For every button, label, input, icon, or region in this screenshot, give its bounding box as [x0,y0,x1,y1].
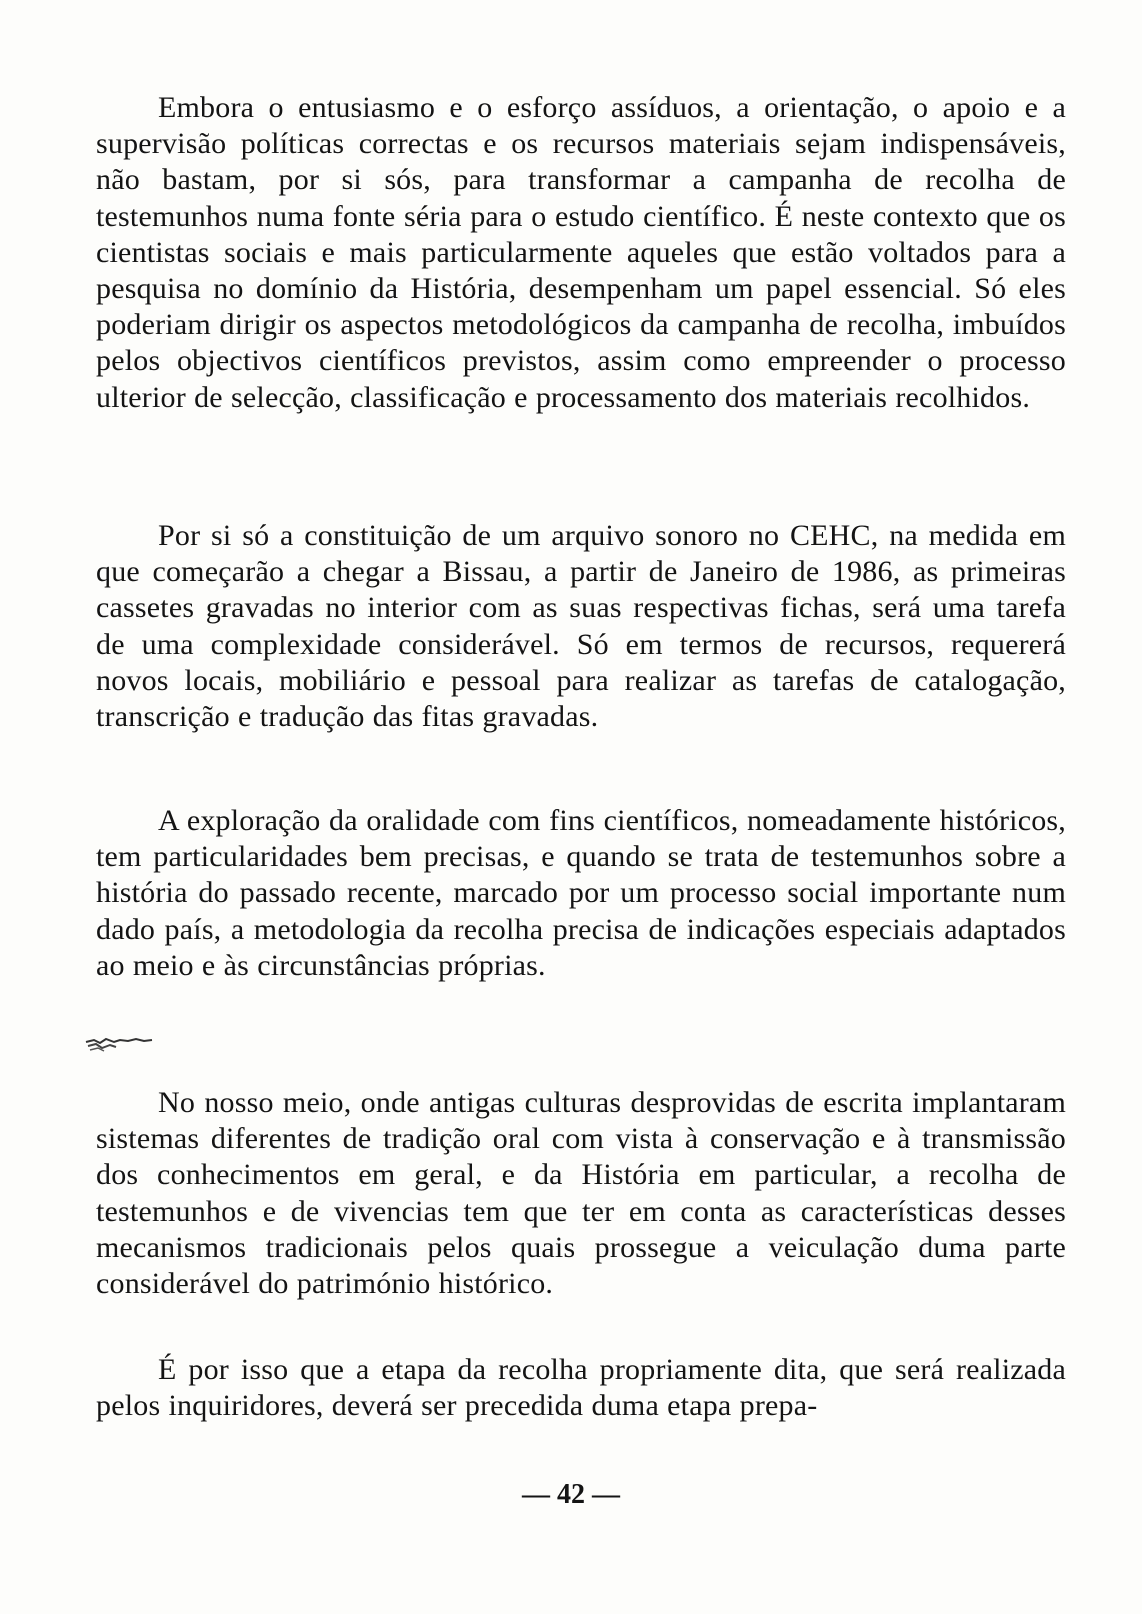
paragraph-1-block [96,90,1066,416]
paragraph: É por isso que a etapa da recolha propriamente dita, que será realizada pelos inquiridores, deverá ser precedida duma etapa prepa- [96,1353,1066,1423]
paragraph: A exploração da oralidade com fins científicos, nomeadamente históricos, tem particularidades bem precisas, e quando se trata de testemunhos sobre a história do passado recente, marcado por um processo social importante num dado país, a metodologia da recolha precisa de indicações especiais adaptados ao meio e às circunstâncias próprias. [96,804,1066,982]
paragraph-3-block [96,803,1066,984]
paragraph: Por si só a constituição de um arquivo sonoro no CEHC, na medida em que começarão a chegar a Bissau, a partir de Janeiro de 1986, as primeiras cassetes gravadas no interior com as suas respectivas fichas, será uma tarefa de uma complexidade considerável. Só em termos de recursos, requererá novos locais, mobiliário e pessoal para realizar as tarefas de catalogação, transcrição e tradução das fitas gravadas. [96,519,1066,734]
paragraph: Embora o entusiasmo e o esforço assíduos, a orientação, o apoio e a supervisão políticas correctas e os recursos materiais sejam indispensáveis, não bastam, por si sós, para transformar a campanha de recolha de testemunhos numa fonte séria para o estudo científico. É neste contexto que os cientistas sociais e mais particularmente aqueles que estão voltados para a pesquisa no domínio da História, desempenham um papel essencial. Só eles poderiam dirigir os aspectos metodológicos da campanha de recolha, imbuídos pelos objectivos científicos previstos, assim como empreender o processo ulterior de selecção, classificação e processamento dos materiais recolhidos. [96,91,1066,414]
paragraph-4-block [96,1085,1066,1302]
paragraph: No nosso meio, onde antigas culturas desprovidas de escrita implantaram sistemas diferentes de tradição oral com vista à conservação e à transmissão dos conhecimentos em geral, e da História em particular, a recolha de testemunhos e de vivencias tem que ter em conta as características desses mecanismos tradicionais pelos quais prossegue a veiculação duma parte considerável do património histórico. [96,1086,1066,1301]
page-number: — 42 — [522,1479,620,1510]
paragraph-2-block [96,518,1066,735]
scan-smudge-mark [84,1034,154,1056]
paragraph-5-block [96,1352,1066,1424]
